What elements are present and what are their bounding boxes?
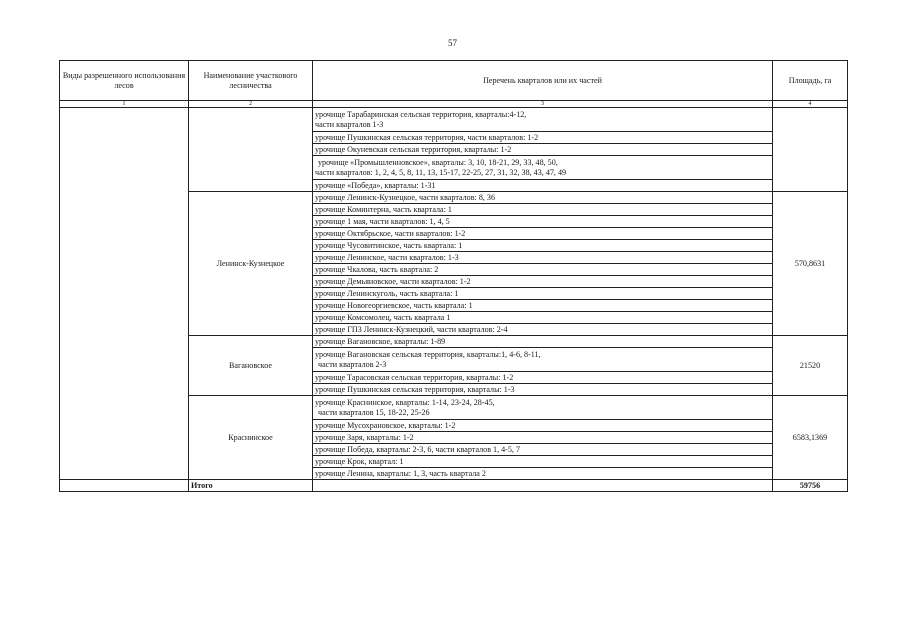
quarters-cell	[313, 336, 773, 348]
quarters-cell	[313, 252, 773, 264]
table-header-row	[60, 61, 848, 101]
quarters-cell	[313, 384, 773, 396]
quarters-cell	[313, 444, 773, 456]
quarters-cell	[313, 228, 773, 240]
quarters-cell	[313, 312, 773, 324]
quarters-line: урочище Пушкинская сельская территория, части кварталов: 1-2	[315, 132, 539, 142]
quarters-cell	[313, 432, 773, 444]
quarters-line: урочище Коминтерна, часть квартала: 1	[315, 204, 452, 214]
page-number: 57	[448, 38, 457, 48]
header-quarters: Перечень кварталов или их частей	[313, 61, 773, 101]
quarters-line: части кварталов 1-3	[315, 119, 384, 129]
forestry-cell: Краснинское	[189, 396, 313, 480]
quarters-line: урочище Октябрьское, части кварталов: 1-2	[315, 228, 466, 238]
quarters-line: урочище Тарасовская сельская территория, кварталы: 1-2	[315, 372, 514, 382]
quarters-line: урочище Окуневская сельская территория, кварталы: 1-2	[315, 144, 512, 154]
quarters-line: урочище «Промышленновское», кварталы: 3, 10, 18-21, 29, 33, 48, 50,	[318, 158, 558, 168]
forestry-cell: Ленинск-Кузнецкое	[189, 192, 313, 336]
total-quarters-cell	[313, 480, 773, 492]
quarters-line: урочище Ленинск-Кузнецкое, части кварталов: 8, 36	[315, 192, 496, 202]
forestry-cell: Вагановское	[189, 336, 313, 396]
quarters-cell	[313, 192, 773, 204]
quarters-line: части кварталов 2-3	[318, 359, 387, 369]
quarters-line: урочище Мусохрановское, кварталы: 1-2	[315, 420, 456, 430]
total-area: 59756	[773, 480, 848, 492]
quarters-cell	[313, 132, 773, 144]
column-number: 4	[773, 101, 848, 108]
quarters-cell	[313, 456, 773, 468]
quarters-line: урочище Ленина, кварталы: 1, 3, часть квартала 2	[315, 468, 486, 478]
quarters-cell	[313, 288, 773, 300]
table-row	[60, 108, 848, 132]
quarters-cell	[313, 156, 773, 180]
quarters-cell	[313, 108, 773, 132]
quarters-line: урочище Чкалова, часть квартала: 2	[315, 264, 439, 274]
quarters-line: урочище Ленинское, части кварталов: 1-3	[315, 252, 459, 262]
quarters-cell	[313, 348, 773, 372]
quarters-cell	[313, 276, 773, 288]
quarters-cell	[313, 216, 773, 228]
column-number: 1	[60, 101, 189, 108]
quarters-line: урочище Тарабаринская сельская территория, кварталы:4-12,	[315, 110, 527, 120]
quarters-cell	[313, 300, 773, 312]
header-area: Площадь, га	[773, 61, 848, 101]
area-cell: 570,8631	[773, 192, 848, 336]
column-number-row	[60, 101, 848, 108]
quarters-line: урочище Заря, кварталы: 1-2	[315, 432, 414, 442]
quarters-cell	[313, 204, 773, 216]
forest-use-table	[59, 60, 848, 492]
quarters-line: урочище ГПЗ Ленинск-Кузнецкий, части кварталов: 2-4	[315, 324, 508, 334]
total-empty-cell	[60, 480, 189, 492]
quarters-line: части кварталов 15, 18-22, 25-26	[318, 407, 430, 417]
header-use-type: Виды разрешенного использования лесов	[60, 61, 189, 101]
quarters-line: урочище Крок, квартал: 1	[315, 456, 404, 466]
quarters-line: части кварталов: 1, 2, 4, 5, 8, 11, 13, 15-17, 22-25, 27, 31, 32, 38, 43, 47, 49	[315, 167, 567, 177]
quarters-cell	[313, 420, 773, 432]
quarters-cell	[313, 324, 773, 336]
quarters-cell	[313, 180, 773, 192]
quarters-line: урочище 1 мая, части кварталов: 1, 4, 5	[315, 216, 450, 226]
quarters-cell	[313, 396, 773, 420]
quarters-line: урочище Пушкинская сельская территория, кварталы: 1-3	[315, 384, 515, 394]
table-body	[60, 108, 848, 492]
header-forestry: Наименование участкового лесничества	[189, 61, 313, 101]
quarters-line: урочище Чусовитинское, часть квартала: 1	[315, 240, 463, 250]
quarters-cell	[313, 264, 773, 276]
area-cell: 6583,1369	[773, 396, 848, 480]
quarters-line: урочище Демьяновское, части кварталов: 1-2	[315, 276, 471, 286]
quarters-line: урочище Вагановское, кварталы: 1-89	[315, 336, 446, 346]
quarters-cell	[313, 372, 773, 384]
column-number: 3	[313, 101, 773, 108]
quarters-cell	[313, 468, 773, 480]
quarters-line: урочище Комсомолец, часть квартала 1	[315, 312, 451, 322]
total-label: Итого	[189, 480, 313, 492]
quarters-cell	[313, 240, 773, 252]
total-row	[60, 480, 848, 492]
area-cell: 21520	[773, 336, 848, 396]
forestry-cell	[189, 108, 313, 192]
area-cell	[773, 108, 848, 192]
column-number: 2	[189, 101, 313, 108]
use-type-cell	[60, 108, 189, 480]
quarters-line: урочище Победа, кварталы: 2-3, 6, части кварталов 1, 4-5, 7	[315, 444, 521, 454]
quarters-line: урочище Новогеоргиевское, часть квартала: 1	[315, 300, 473, 310]
quarters-line: урочище Краснинское, кварталы: 1-14, 23-24, 28-45,	[315, 398, 495, 408]
quarters-line: урочище «Победа», кварталы: 1-31	[315, 180, 436, 190]
quarters-line: урочище Вагановская сельская территория, кварталы:1, 4-6, 8-11,	[315, 350, 541, 360]
quarters-cell	[313, 144, 773, 156]
quarters-line: урочище Ленинскуголь, часть квартала: 1	[315, 288, 459, 298]
